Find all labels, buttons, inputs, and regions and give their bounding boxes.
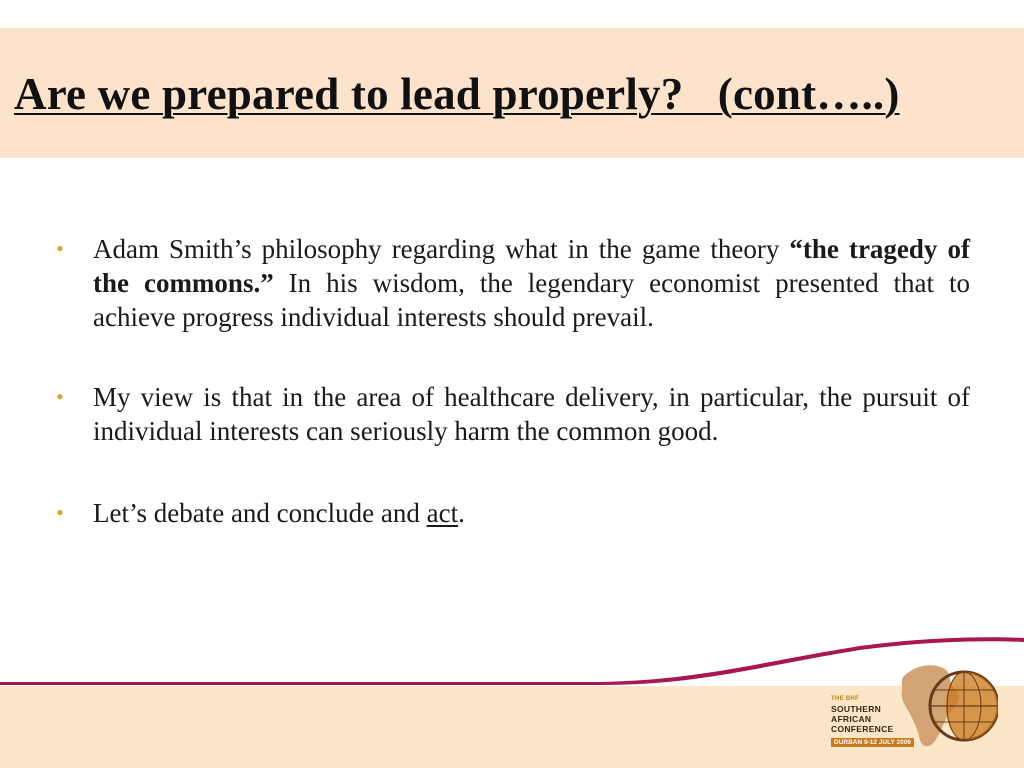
bullet-list — [52, 232, 970, 576]
bullet-text: . — [458, 498, 465, 528]
bullet-marker: • — [56, 236, 64, 261]
bullet-text: Adam Smith’s philosophy regarding what in the game theory — [93, 234, 790, 264]
conference-logo — [826, 654, 998, 760]
bullet-marker: • — [56, 384, 64, 409]
logo-line-3: CONFERENCE — [831, 724, 894, 734]
bullet-text: In his wisdom, the legendary economist presented that to achieve progress individual interests should prevail. — [93, 268, 971, 332]
logo-line-2: AFRICAN — [831, 714, 872, 724]
bullet-item — [52, 232, 970, 334]
logo-line-small: THE BHF — [831, 696, 860, 702]
slide-title: Are we prepared to lead properly? (cont…..) — [14, 69, 900, 119]
bullet-item — [52, 496, 970, 530]
bullet-text: Let’s debate and conclude and — [93, 498, 427, 528]
logo-date: DURBAN 9-12 JULY 2006 — [831, 738, 914, 747]
bullet-item — [52, 380, 970, 448]
bullet-text: My view is that in the area of healthcare delivery, in particular, the pursuit of individual interests can seriously harm the common good. — [93, 382, 970, 446]
bullet-marker: • — [56, 500, 64, 525]
logo-text — [831, 694, 894, 734]
logo-line-1: SOUTHERN — [831, 704, 882, 714]
bullet-underlined-text: act — [426, 498, 459, 528]
bullet-bold-text: “the tragedy of the commons.” — [93, 234, 970, 298]
